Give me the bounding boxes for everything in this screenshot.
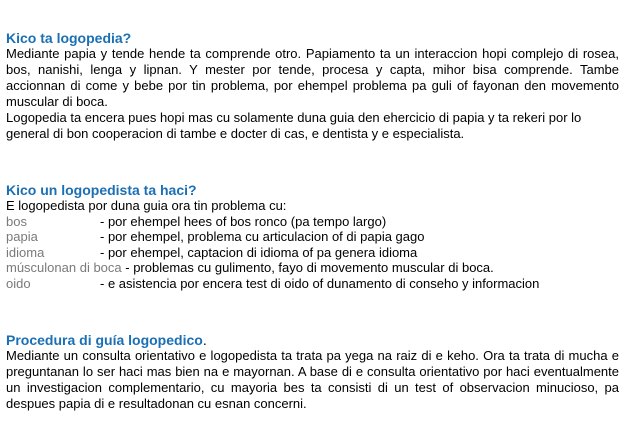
section-procedure [6,332,619,412]
list-item-desc: - por ehempel, problema cu articulacion of di papia gago [100,229,425,244]
list-item-term: bos [6,213,27,229]
section-what-therapist-does [6,182,619,291]
list-item-term: oido [6,275,31,291]
list-item-term: idioma [6,244,45,260]
list-item [6,245,619,261]
heading-period: . [202,332,207,348]
list-item [6,260,619,276]
section-heading: Kico un logopedista ta haci? [6,182,197,198]
paragraph: Mediante un consulta orientativo e logopedista ta trata pa yega na raiz di e keho. Ora ta trata di mucha e preguntanan lo ser haci mas bien na e mayornan. A base di e consulta orientativo por haci eventualmente un investigacion complementario, cu mayoria bes ta consisti di un test of observacion minucioso, pa despues papia di e resultadonan cu esnan concerni. [6,348,619,411]
list-item-desc: - problemas cu gulimento, fayo di movemento muscular di boca. [121,260,494,275]
list-intro: E logopedista por duna guia ora tin problema cu: [6,198,287,213]
section-heading-text: Procedura di guía logopedico [6,332,203,348]
list-item-desc: - por ehempel, captacion di idioma of pa genera idioma [100,244,418,260]
list-item-term: papia [6,229,38,244]
section-heading [6,332,619,348]
section-heading: Kico ta logopedia? [6,30,132,46]
section-what-is-speech-therapy [6,30,619,142]
paragraph: Logopedia ta encera pues hopi mas cu solamente duna guia den ehercicio di papia y ta rekeri por lo general di bon cooperacion di tambe e docter di cas, e dentista y e especialista. [6,110,582,141]
list-item [6,214,619,230]
paragraph: Mediante papia y tende hende ta comprende otro. Papiamento ta un interaccion hopi complejo di rosea, bos, nanishi, lenga y lipnan. Y mester por tende, procesa y capta, mihor bisa comprende. Tambe accionnan di come y bebe por tin problema, por ehempel problema pa guli of fayonan den movemento muscular di boca. [6,46,619,109]
list-item-term: músculonan di boca [6,260,122,275]
list-item [6,229,619,245]
list-item-desc: - e asistencia por encera test di oido of dunamento di conseho y informacion [100,275,540,291]
list-item [6,276,619,292]
list-item-desc: - por ehempel hees of bos ronco (pa tempo largo) [100,213,387,229]
